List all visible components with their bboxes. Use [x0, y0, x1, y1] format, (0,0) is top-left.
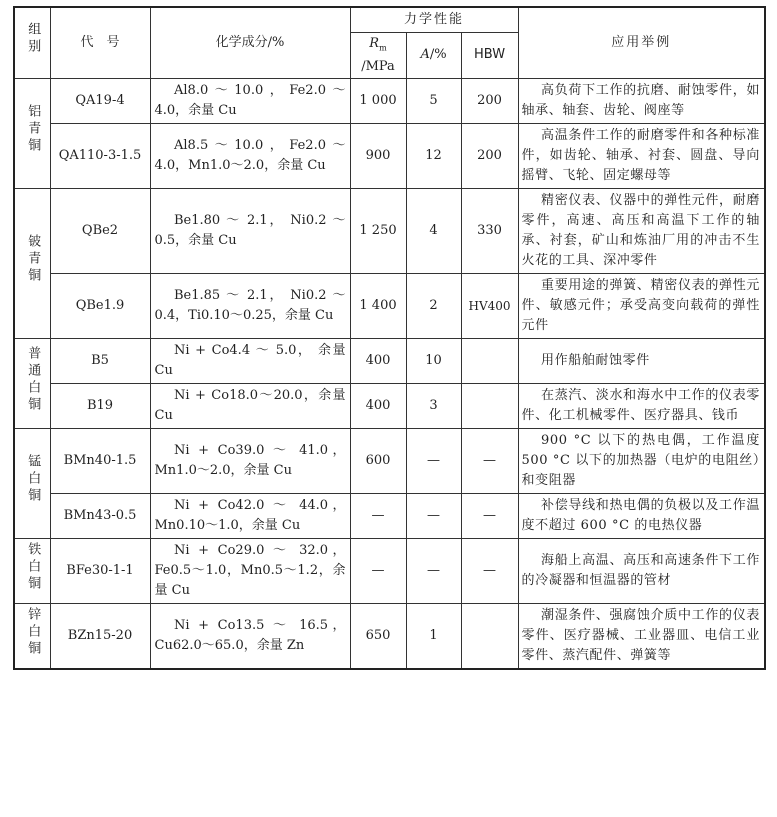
header-rm-sub: m — [379, 43, 387, 53]
table-row — [14, 428, 765, 493]
composition-text: Ni + Co18.0～20.0，余量 Cu — [154, 387, 346, 423]
header-hbw: HBW — [461, 33, 518, 79]
rm-cell: 400 — [350, 338, 406, 383]
table-row — [14, 493, 765, 538]
header-row-1 — [14, 7, 765, 33]
application-cell — [518, 273, 765, 338]
code-cell: QBe1.9 — [50, 273, 150, 338]
group-common-cupronickel — [14, 338, 50, 428]
application-text: 重要用途的弹簧、精密仪表的弹性元件、敏感元件；承受高变向载荷的弹性元件 — [521, 277, 761, 333]
rm-cell: 1 000 — [350, 78, 406, 123]
rm-cell: 900 — [350, 123, 406, 188]
hbw-cell: 200 — [461, 78, 518, 123]
code-cell: QA110-3-1.5 — [50, 123, 150, 188]
rm-cell: 1 400 — [350, 273, 406, 338]
composition-cell — [150, 493, 350, 538]
application-text: 900 °C 以下的热电偶，工作温度 500 °C 以下的加热器（电炉的电阻丝）和变阻器 — [521, 432, 761, 488]
rm-cell: 400 — [350, 383, 406, 428]
application-cell — [518, 123, 765, 188]
header-a — [406, 33, 461, 79]
application-text: 高温条件工作的耐磨零件和各种标准件，如齿轮、轴承、衬套、圆盘、导向摇臂、飞轮、固定螺母等 — [521, 127, 761, 183]
hbw-cell — [461, 603, 518, 669]
hbw-cell: 200 — [461, 123, 518, 188]
composition-cell — [150, 338, 350, 383]
composition-cell — [150, 538, 350, 603]
table-container — [13, 6, 766, 670]
group-beryllium-bronze — [14, 188, 50, 338]
hbw-cell: 330 — [461, 188, 518, 273]
hbw-cell: — — [461, 538, 518, 603]
code-cell: B19 — [50, 383, 150, 428]
composition-text: Al8.5～10.0，Fe2.0～4.0，Mn1.0～2.0，余量 Cu — [154, 137, 346, 173]
composition-text: Ni + Co13.5 ～ 16.5， Cu62.0～65.0，余量 Zn — [154, 617, 346, 653]
header-group-label: 组别 — [25, 22, 41, 57]
application-text: 高负荷下工作的抗磨、耐蚀零件，如轴承、轴套、齿轮、阀座等 — [521, 82, 761, 118]
a-cell: 10 — [406, 338, 461, 383]
code-cell: BZn15-20 — [50, 603, 150, 669]
header-application: 应用举例 — [518, 7, 765, 78]
table-row — [14, 538, 765, 603]
group-zinc-cupronickel — [14, 603, 50, 669]
group-label: 铝青铜 — [25, 104, 41, 156]
application-text: 补偿导线和热电偶的负极以及工作温度不超过 600 °C 的电热仪器 — [521, 497, 761, 533]
rm-cell: 600 — [350, 428, 406, 493]
header-a-unit: /% — [429, 47, 447, 63]
group-label: 锌白铜 — [25, 606, 41, 658]
code-cell: QBe2 — [50, 188, 150, 273]
hbw-cell: — — [461, 493, 518, 538]
application-cell — [518, 383, 765, 428]
group-label: 锰白铜 — [25, 454, 41, 506]
a-cell: 1 — [406, 603, 461, 669]
a-cell: — — [406, 538, 461, 603]
group-label: 铁白铜 — [25, 541, 41, 593]
group-aluminum-bronze — [14, 78, 50, 188]
application-cell — [518, 603, 765, 669]
hbw-cell: — — [461, 428, 518, 493]
composition-text: Al8.0～10.0，Fe2.0～4.0，余量 Cu — [154, 82, 346, 118]
composition-cell — [150, 123, 350, 188]
header-rm-unit: /MPa — [361, 58, 395, 74]
header-group — [14, 7, 50, 78]
composition-cell — [150, 78, 350, 123]
composition-text: Be1.80 ～ 2.1， Ni0.2 ～ 0.5，余量 Cu — [154, 212, 346, 248]
hbw-cell: HV400 — [461, 273, 518, 338]
code-cell: BMn40-1.5 — [50, 428, 150, 493]
a-cell: 2 — [406, 273, 461, 338]
table-row — [14, 123, 765, 188]
composition-cell — [150, 428, 350, 493]
composition-text: Ni + Co4.4 ～ 5.0， 余量 Cu — [154, 342, 346, 378]
header-rm — [350, 33, 406, 79]
composition-cell — [150, 603, 350, 669]
header-rm-symbol: R — [369, 36, 380, 51]
rm-cell: — — [350, 538, 406, 603]
alloy-properties-table — [13, 6, 766, 670]
application-cell — [518, 188, 765, 273]
hbw-cell — [461, 383, 518, 428]
a-cell: 5 — [406, 78, 461, 123]
table-row — [14, 383, 765, 428]
application-cell — [518, 538, 765, 603]
table-row — [14, 338, 765, 383]
application-cell — [518, 493, 765, 538]
a-cell: 3 — [406, 383, 461, 428]
application-text: 精密仪表、仪器中的弹性元件，耐磨零件，高速、高压和高温下工作的轴承、衬套，矿山和炼油厂用的冲击不生火花的工具、深冲零件 — [521, 192, 761, 268]
application-text: 海船上高温、高压和高速条件下工作的冷凝器和恒温器的管材 — [521, 552, 761, 588]
composition-cell — [150, 188, 350, 273]
composition-text: Ni + Co42.0 ～ 44.0， Mn0.10～1.0，余量 Cu — [154, 497, 346, 533]
a-cell: 12 — [406, 123, 461, 188]
code-cell: BMn43-0.5 — [50, 493, 150, 538]
group-label: 铍青铜 — [25, 234, 41, 286]
composition-text: Ni + Co39.0 ～ 41.0， Mn1.0～2.0，余量 Cu — [154, 442, 346, 478]
code-cell: B5 — [50, 338, 150, 383]
composition-cell — [150, 383, 350, 428]
application-cell — [518, 338, 765, 383]
header-a-symbol: A — [420, 47, 430, 63]
rm-cell: 650 — [350, 603, 406, 669]
rm-cell: 1 250 — [350, 188, 406, 273]
composition-cell — [150, 273, 350, 338]
rm-cell: — — [350, 493, 406, 538]
table-row — [14, 78, 765, 123]
code-cell: QA19-4 — [50, 78, 150, 123]
code-cell: BFe30-1-1 — [50, 538, 150, 603]
hbw-cell — [461, 338, 518, 383]
header-mechanical: 力学性能 — [350, 7, 518, 33]
group-label: 普通白铜 — [25, 345, 41, 414]
application-text: 用作船舶耐蚀零件 — [541, 352, 650, 368]
composition-text: Ni + Co29.0 ～ 32.0， Fe0.5～1.0，Mn0.5～1.2，余量 Cu — [154, 542, 346, 598]
a-cell: — — [406, 428, 461, 493]
a-cell: — — [406, 493, 461, 538]
header-composition: 化学成分/% — [150, 7, 350, 78]
table-row — [14, 273, 765, 338]
application-text: 在蒸汽、淡水和海水中工作的仪表零件、化工机械零件、医疗器具、钱币 — [521, 387, 761, 423]
composition-text: Be1.85 ～ 2.1， Ni0.2 ～ 0.4，Ti0.10～0.25，余量 Cu — [154, 287, 346, 323]
group-iron-cupronickel — [14, 538, 50, 603]
a-cell: 4 — [406, 188, 461, 273]
application-cell — [518, 428, 765, 493]
application-cell — [518, 78, 765, 123]
application-text: 潮湿条件、强腐蚀介质中工作的仪表零件、医疗器械、工业器皿、电信工业零件、蒸汽配件、弹簧等 — [521, 607, 761, 663]
table-row — [14, 188, 765, 273]
header-code: 代 号 — [50, 7, 150, 78]
table-row — [14, 603, 765, 669]
group-manganese-cupronickel — [14, 428, 50, 538]
